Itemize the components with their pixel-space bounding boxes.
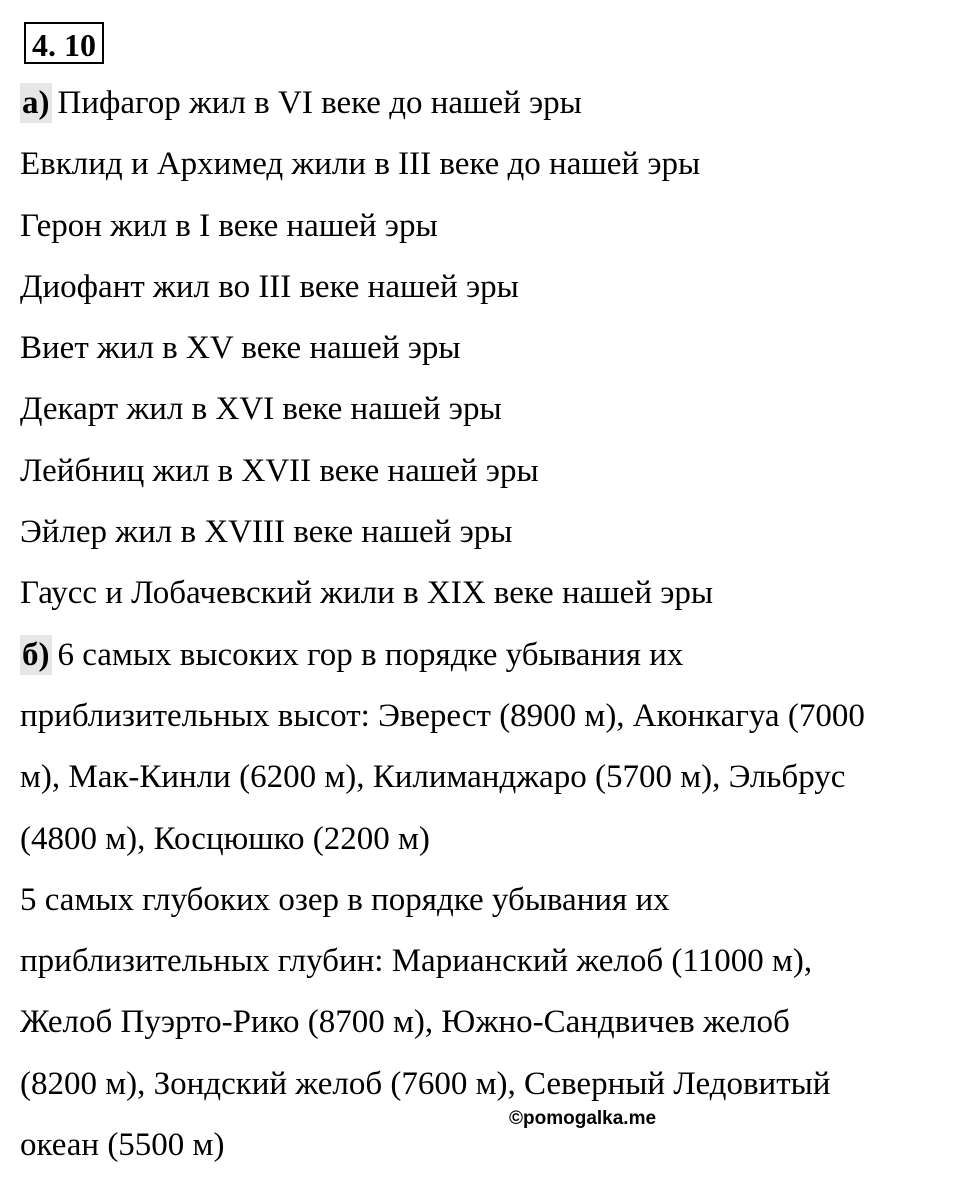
part-a-line-3: Герон жил в I веке нашей эры — [20, 207, 438, 244]
problem-number: 4. 10 — [24, 22, 104, 64]
part-b-line-5: 5 самых глубоких озер в порядке убывания их — [20, 881, 670, 918]
part-b-label: б) — [22, 636, 50, 673]
part-b-line-9: океан (5500 м) — [20, 1127, 225, 1164]
part-a-label: а) — [22, 85, 50, 121]
part-b-line-4: (4800 м), Косцюшко (2200 м) — [20, 820, 430, 857]
part-b-line-3: м), Мак-Кинли (6200 м), Килиманджаро (5700 м), Эльбрус — [20, 759, 846, 796]
part-b-line-6: приблизительных глубин: Марианский желоб (11000 м), — [20, 943, 813, 980]
watermark: ©pomogalka.me — [509, 1108, 657, 1129]
part-b-line-7: Желоб Пуэрто-Рико (8700 м), Южно-Сандвичев желоб — [20, 1004, 790, 1041]
part-b-line-1 — [20, 625, 945, 686]
part-a-line-7: Лейбниц жил в XVII веке нашей эры — [20, 452, 539, 489]
part-b-line-8: (8200 м), Зондский желоб (7600 м), Северный Ледовитый — [20, 1065, 831, 1102]
solution-content — [20, 73, 945, 1176]
part-b-line-2: приблизительных высот: Эверест (8900 м), Аконкагуа (7000 — [20, 697, 865, 734]
part-a-line-4: Диофант жил во III веке нашей эры — [20, 268, 519, 305]
part-a-line-9: Гаусс и Лобачевский жили в XIX веке нашей эры — [20, 575, 714, 612]
part-a-line-8: Эйлер жил в XVIII веке нашей эры — [20, 514, 513, 551]
part-b-text: 6 самых высоких гор в порядке убывания их — [57, 636, 684, 673]
part-a-text: Пифагор жил в VI веке до нашей эры — [57, 85, 582, 121]
part-a-line-2: Евклид и Архимед жили в III веке до нашей эры — [20, 146, 701, 183]
part-a-line-1 — [20, 73, 945, 134]
part-a-line-6: Декарт жил в XVI веке нашей эры — [20, 391, 502, 428]
part-a-line-5: Виет жил в XV веке нашей эры — [20, 330, 461, 367]
